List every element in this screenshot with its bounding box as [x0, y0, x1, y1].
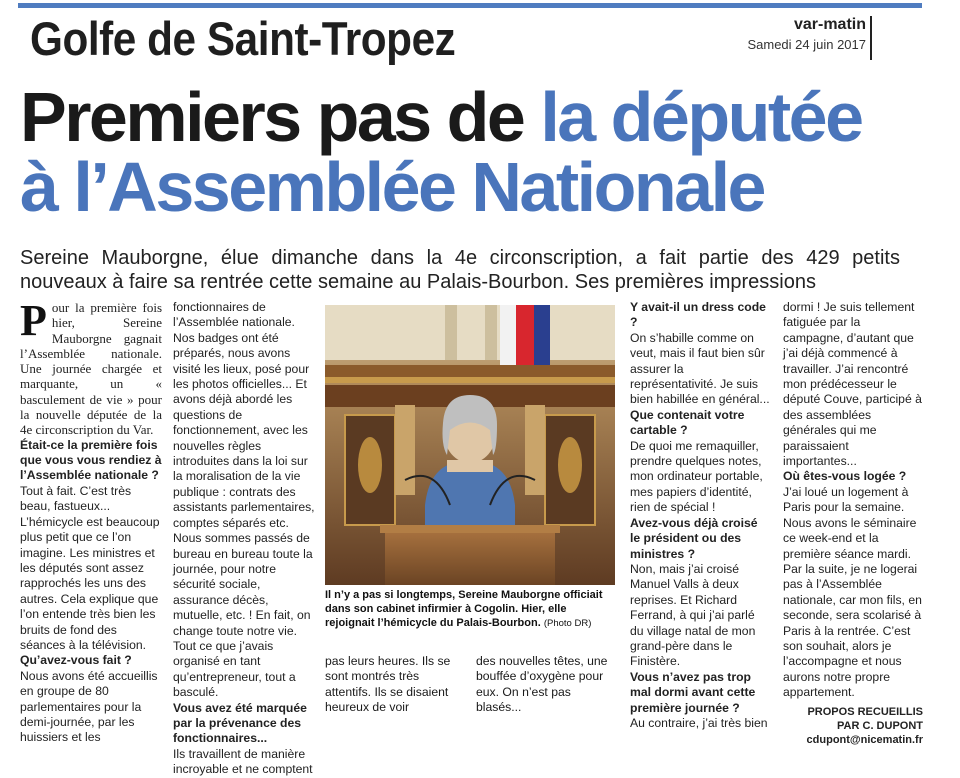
answer-5: De quoi me remaquiller, prendre quelques notes, mon ordinateur portable, mes papiers d’identité, rien de spécial !: [630, 438, 763, 515]
intro-text: our la première fois hier, Sereine Mauborgne gagnait l’Assemblée nationale. Une journée chargée et marquante, un « basculement de vie » pour la nouvelle députée de la 4e circonscription du Var.: [20, 300, 162, 438]
question-2: Qu’avez-vous fait ?: [20, 653, 132, 668]
signature: [783, 705, 923, 747]
answer-3: Ils travaillent de manière incroyable et ne comptent: [173, 746, 313, 777]
question-7: Vous n’avez pas trop mal dormi avant cette première journée ?: [630, 669, 756, 715]
photo-illustration: [325, 305, 615, 585]
question-6: Avez-vous déjà croisé le président ou des ministres ?: [630, 515, 758, 561]
masthead: [747, 16, 866, 52]
column-1: [20, 296, 162, 746]
signature-email: cdupont@nicematin.fr: [806, 733, 923, 746]
drop-cap: P: [20, 296, 47, 345]
top-rule: [18, 3, 922, 8]
answer-2: Nous avons été accueillis en groupe de 80 parlementaires pour la demi-journée, par les huissiers et les: [20, 668, 158, 745]
question-5: Que contenait votre cartable ?: [630, 407, 745, 438]
headline-blue-1: la députée: [540, 78, 862, 156]
masthead-rule: [870, 16, 872, 60]
answer-8: J’ai loué un logement à Paris pour la semaine. Nous avons le séminaire ce week-end et la première séance mardi. Par la suite, je ne logerai pas à l’Assemblée nationale, car mon fils, en seconde, sera scolarisé à Paris à la rentrée. C’est son souhait, alors je l’accompagne et nous aurons notre propre appartement.: [783, 484, 922, 700]
lede: Sereine Mauborgne, élue dimanche dans la 4e circonscription, a fait partie des 429 petits nouveaux à faire sa rentrée cette semaine au Palais-Bourbon. Ses premières impressions: [20, 247, 900, 293]
headline-blue-2: à l’Assemblée Nationale: [20, 148, 764, 226]
question-3: Vous avez été marquée par la prévenance des fonctionnaires...: [173, 700, 307, 746]
answer-7: Au contraire, j’ai très bien: [630, 715, 768, 730]
question-1: Était-ce la première fois que vous vous rendiez à l’Assemblée nationale ?: [20, 437, 162, 483]
answer-6: Non, mais j’ai croisé Manuel Valls à deux reprises. Et Richard Ferrand, à qui j’ai parlé du village natal de mon grand-père dans le Finistère.: [630, 561, 756, 669]
answer-7-cont: dormi ! Je suis tellement fatiguée par la campagne, d’autant que j’ai déjà commencé à travailler. J’ai rencontré mon prédécesseur le député Couve, participé à des assemblées générales qui me paraissaient importantes...: [783, 300, 922, 469]
headline-dark: Premiers pas de: [20, 78, 524, 156]
photo-credit: (Photo DR): [543, 618, 592, 629]
photo-caption: [325, 588, 617, 631]
answer-1: Tout à fait. C’est très beau, fastueux... L’hémicycle est beaucoup plus petit que ce l’on imagine. Les ministres et les députés sont assez rapprochés les uns des autres. Cela explique que l’on entende très bien les bruits de fond des séances à la télévision.: [20, 483, 160, 652]
caption-text: Il n’y a pas si longtemps, Sereine Mauborgne officiait dans son cabinet infirmier à Cogolin. Hier, elle rejoignait l’hémicycle du Palais-Bourbon.: [325, 589, 603, 629]
column-2: [173, 300, 318, 778]
answer-2-cont: fonctionnaires de l’Assemblée nationale. Nos badges ont été préparés, nous avons visité les lieux, posé pour les photos officielles... Et avons déjà abordé les questions de fonctionnement, avec les nouvelles règles introduites dans la loi sur la moralisation de la vie publique : contrats des assistants parlementaires, comptes séparés etc. Nous sommes passés de bureau en bureau toute la journée, pour notre sécurité sociale, assurance décès, mutuelle, etc. ! En fait, on change toute notre vie. Tout ce que j’avais organisé en tant qu’entrepreneur, tout a basculé.: [173, 300, 315, 700]
answer-4: On s’habille comme on veut, mais il faut bien sûr assurer la représentativité. Je suis bien habillée en général...: [630, 330, 770, 407]
column-4: [630, 300, 770, 731]
article-photo: [325, 305, 615, 585]
question-8: Où êtes-vous logée ?: [783, 469, 907, 484]
headline: [20, 78, 862, 226]
section-title: Golfe de Saint-Tropez: [30, 12, 456, 65]
paper-name: var-matin: [793, 16, 866, 33]
column-3a: pas leurs heures. Ils se sont montrés très attentifs. Ils se disaient heureux de voir: [325, 654, 451, 715]
column-5: [783, 300, 923, 747]
paper-date: Samedi 24 juin 2017: [747, 37, 866, 52]
signature-line-2: PAR C. DUPONT: [837, 719, 923, 732]
intro-paragraph: [20, 296, 162, 438]
signature-line-1: PROPOS RECUEILLIS: [807, 705, 923, 718]
column-3b: des nouvelles têtes, une bouffée d’oxygène pour eux. On n’est pas blasés...: [476, 654, 608, 715]
question-4: Y avait-il un dress code ?: [630, 300, 766, 330]
